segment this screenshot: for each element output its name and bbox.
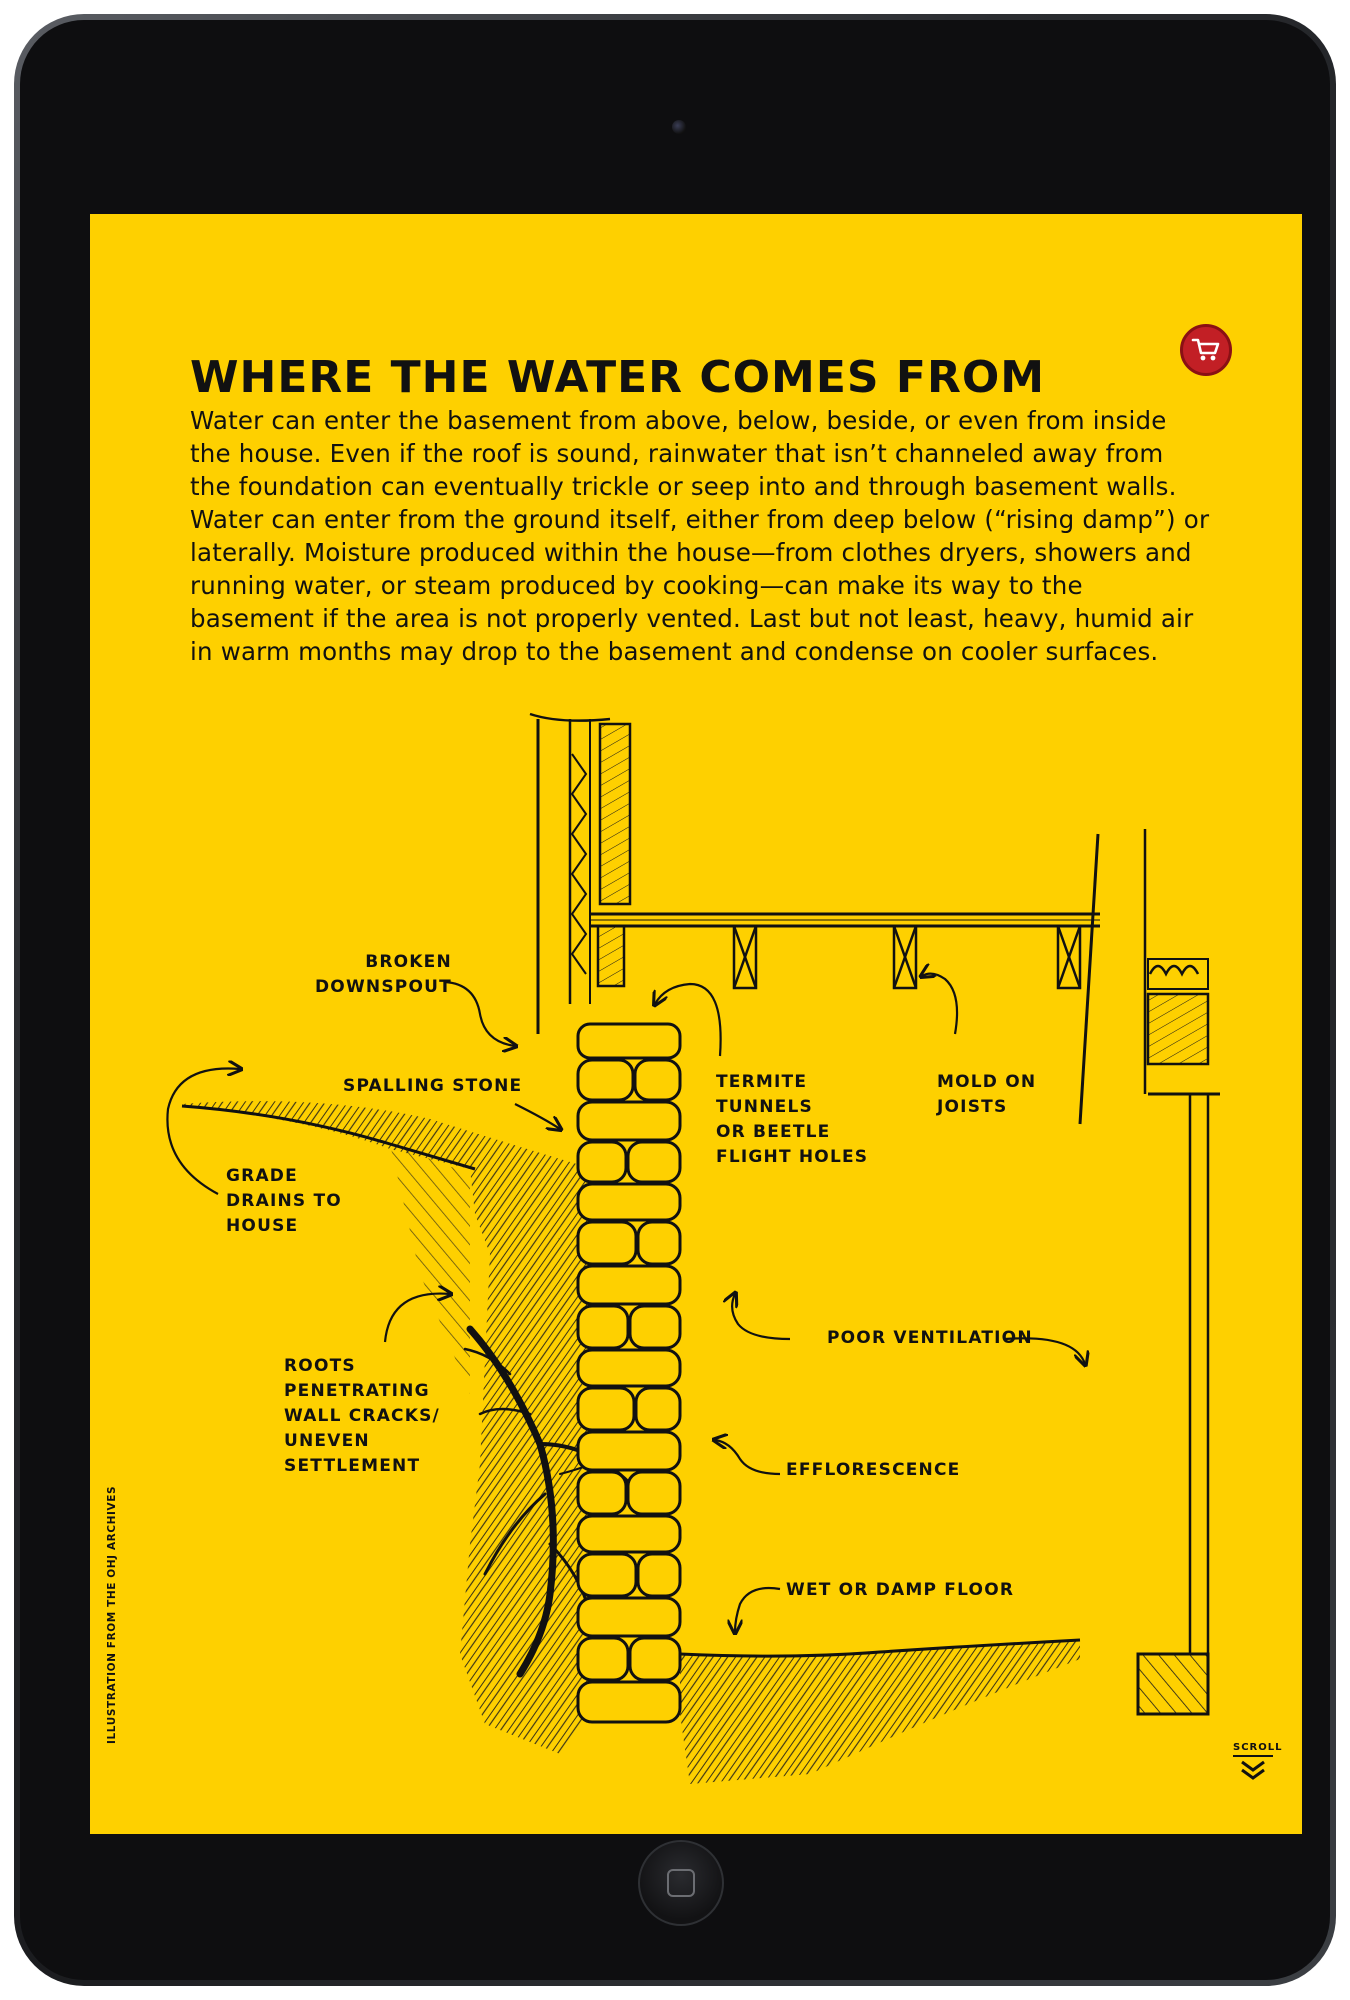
label-efflorescence (786, 1458, 960, 1483)
tablet-bezel (20, 20, 1330, 1980)
label-line: SPALLING STONE (343, 1076, 523, 1096)
label-line: DRAINS TO (226, 1191, 342, 1211)
label-mold-on-joists (937, 1070, 1036, 1120)
scroll-indicator[interactable] (1233, 1742, 1283, 1786)
label-line: UNEVEN (284, 1431, 370, 1451)
label-line: JOISTS (937, 1097, 1008, 1117)
stone-foundation-wall (578, 1024, 680, 1722)
label-line: SETTLEMENT (284, 1456, 421, 1476)
front-camera (672, 120, 686, 134)
home-button[interactable] (638, 1840, 724, 1926)
home-square-icon (667, 1869, 695, 1897)
label-line: GRADE (226, 1166, 298, 1186)
label-line: EFFLORESCENCE (786, 1460, 961, 1480)
label-line: TUNNELS (716, 1097, 813, 1117)
label-line: HOUSE (226, 1216, 299, 1236)
interior-partition-wall (1080, 829, 1220, 1714)
label-line: DOWNSPOUT (315, 977, 452, 997)
article-screen (90, 214, 1302, 1834)
double-chevron-down-icon (1238, 1759, 1268, 1781)
label-roots (284, 1354, 440, 1479)
label-grade-drains (226, 1164, 342, 1239)
floor-joists (598, 926, 1080, 988)
label-line: MOLD ON (937, 1072, 1037, 1092)
basement-cross-section-illustration (90, 214, 1302, 1834)
basement-floor-soil (680, 1640, 1080, 1784)
article-body: Water can enter the basement from above, below, beside, or even from inside the house. Even if the roof is sound, rainwater that isn’t channeled away from the foundation can eventually trickle or seep into and through basement walls. Water can enter from the ground itself, either from deep below (“rising damp”) or laterally. Moisture produced within the house—from clothes dryers, showers and running water, or steam produced by cooking—can make its way to the basement if the area is not properly vented. Last but not least, heavy, humid air in warm months may drop to the basement and condense on cooler surfaces. (190, 406, 1210, 666)
label-line: FLIGHT HOLES (716, 1147, 869, 1167)
label-wet-floor (786, 1578, 1014, 1603)
illustration-credit: ILLUSTRATION FROM THE OHJ ARCHIVES (106, 1485, 118, 1744)
label-broken-downspout (315, 950, 452, 1000)
label-line: PENETRATING (284, 1381, 430, 1401)
label-line: WALL CRACKS/ (284, 1406, 440, 1426)
tablet-device (14, 14, 1336, 1986)
label-line: ROOTS (284, 1356, 356, 1376)
label-line: BROKEN (365, 952, 452, 972)
label-spalling-stone (343, 1074, 522, 1099)
label-line: POOR VENTILATION (827, 1328, 1033, 1348)
label-termite-tunnels (716, 1070, 868, 1170)
label-poor-ventilation (827, 1326, 1033, 1351)
label-line: WET OR DAMP FLOOR (786, 1580, 1015, 1600)
label-line: OR BEETLE (716, 1122, 831, 1142)
scroll-label: SCROLL (1233, 1742, 1273, 1757)
label-line: TERMITE (716, 1072, 808, 1092)
article-title: WHERE THE WATER COMES FROM (190, 352, 1046, 403)
